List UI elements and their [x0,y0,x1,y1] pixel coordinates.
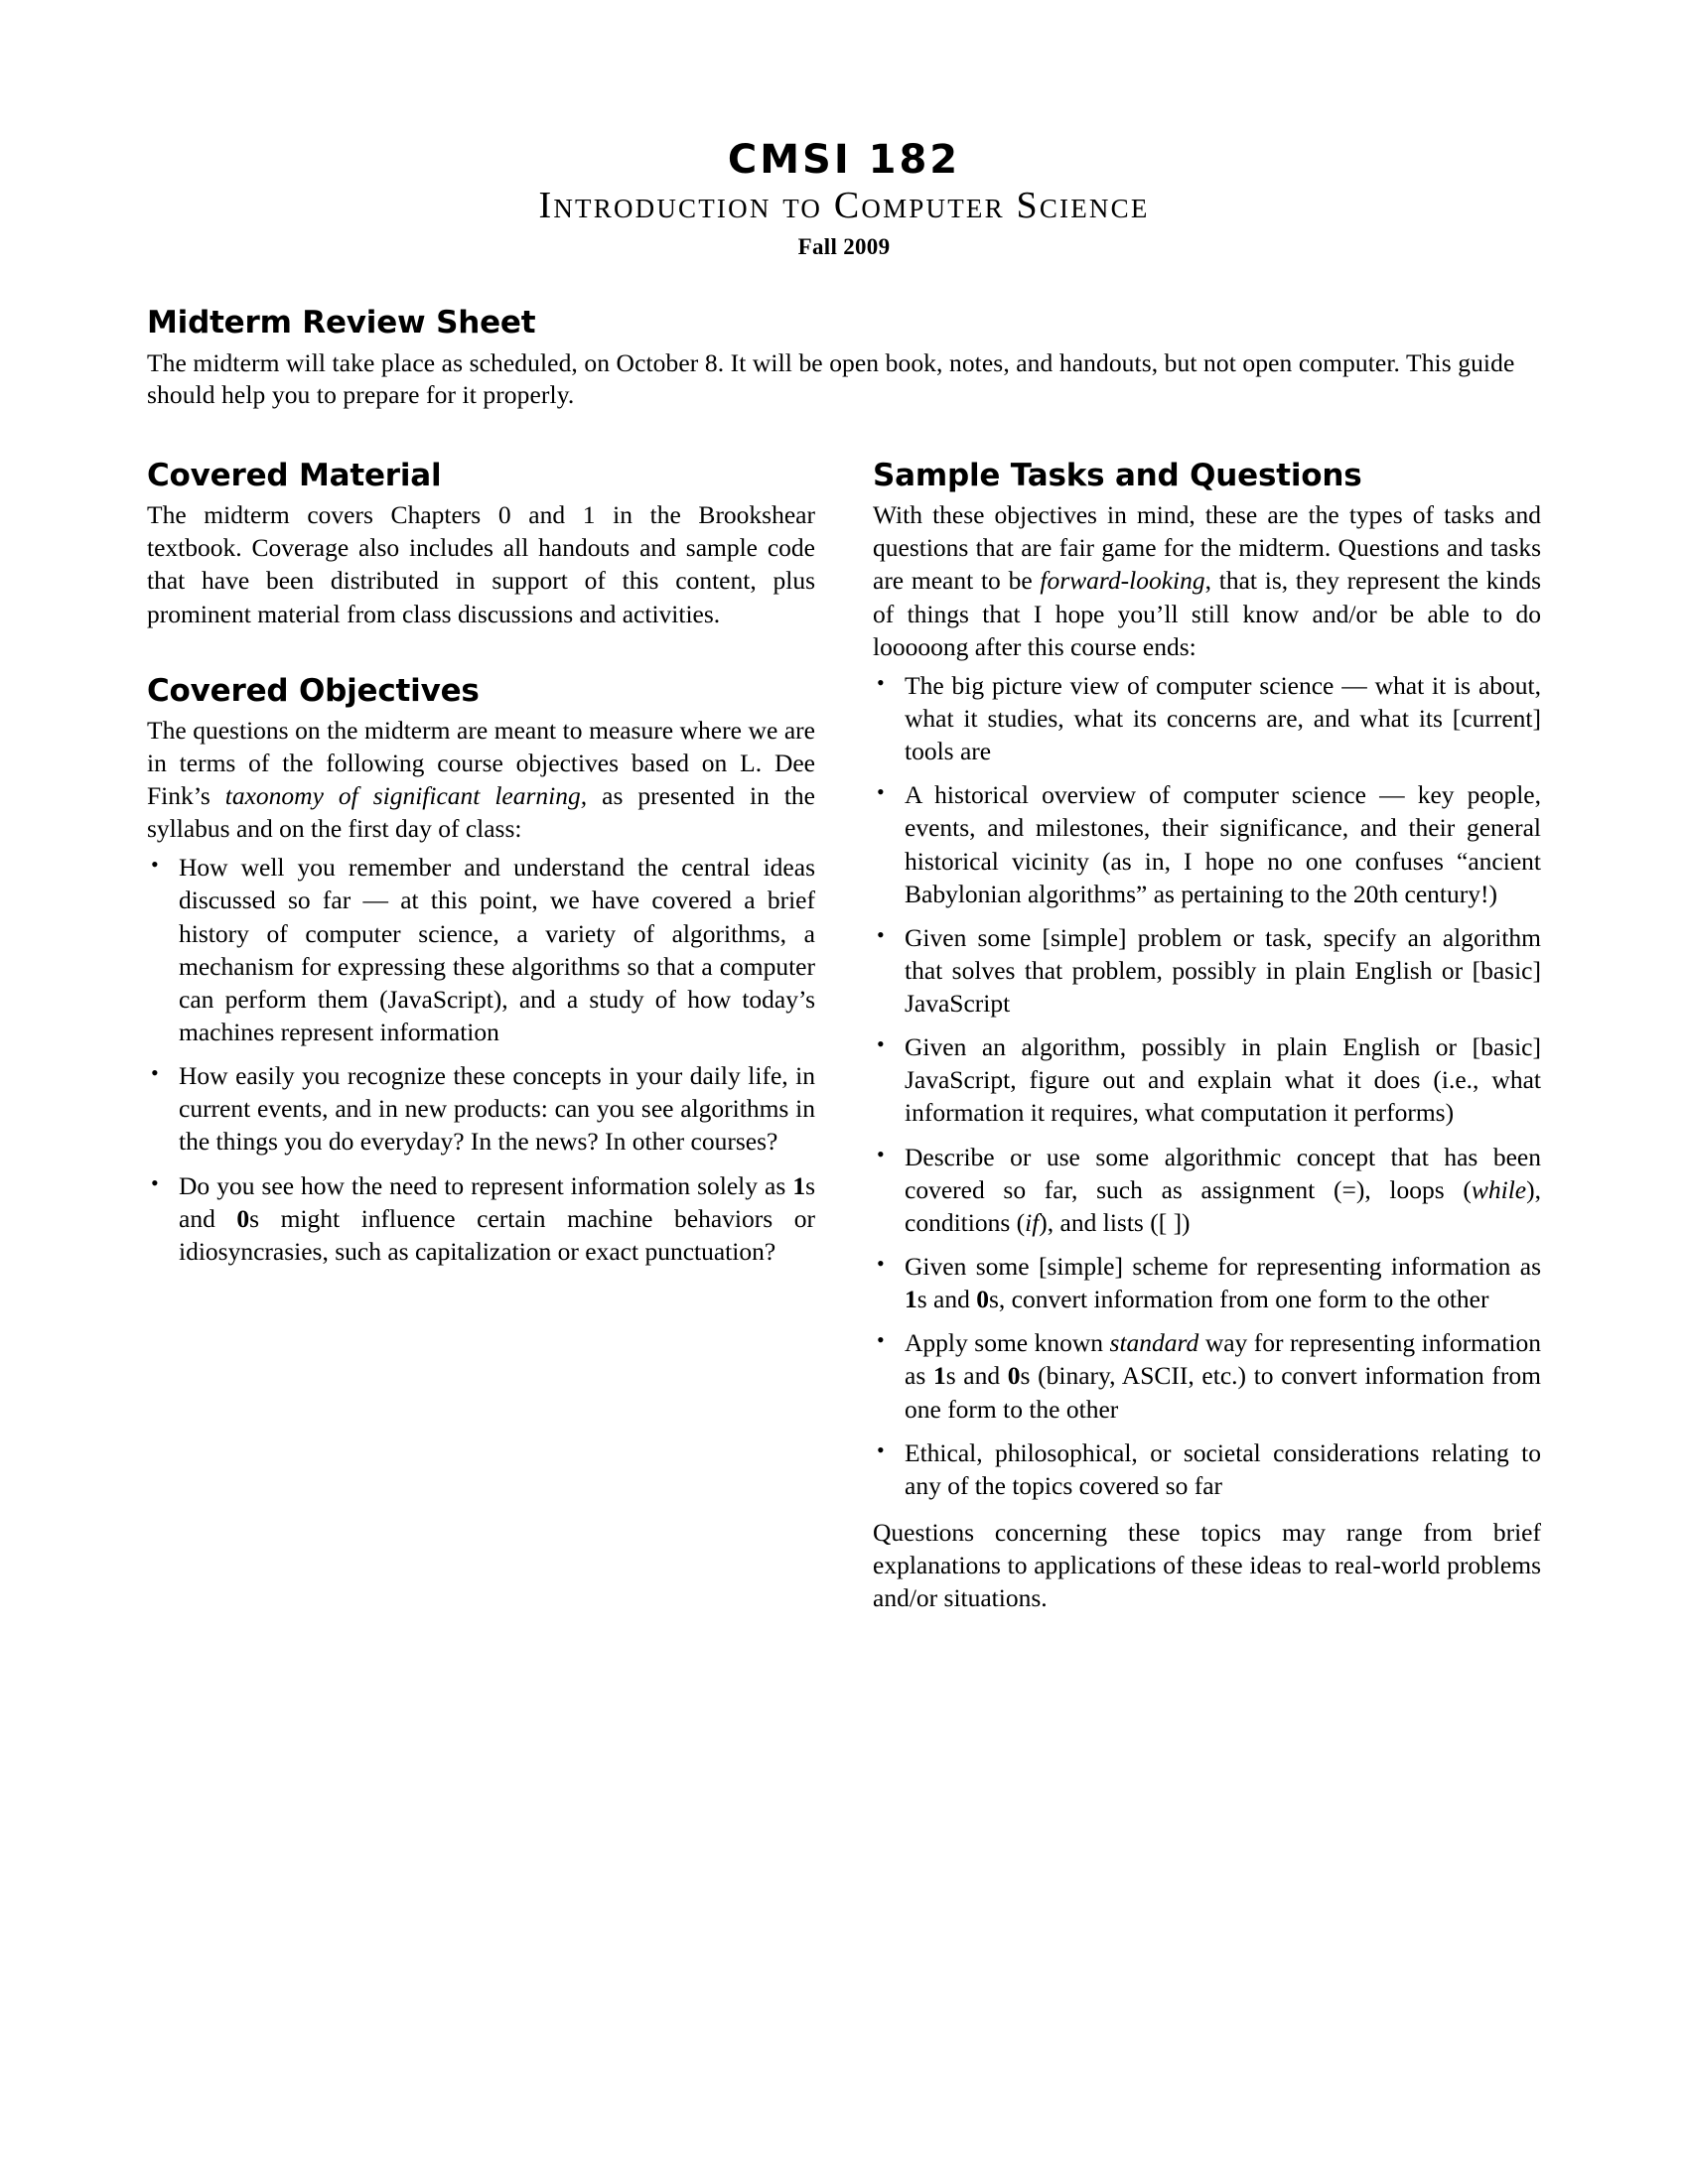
covered-objectives-lead [147,714,815,846]
course-code: CMSI 182 [727,137,961,183]
if-keyword-italic: if [1025,1207,1040,1237]
sample-lead-text-2: , that is, they represent the kinds of things that I hope you’ll still know and/or be able to do looooong after this course ends: [873,566,1541,661]
bullet-text-2: s and [916,1285,977,1314]
list-item [147,1169,815,1268]
course-term: Fall 2009 [797,233,891,259]
bullet-text-2: ), conditions ( [905,1174,1541,1237]
list-item: • Ethical, philosophical, or societal considerations relating to any of the topics covered so far [873,1436,1541,1502]
objectives-lead-text-2: as presented in the syllabus and on the first day of class: [147,781,815,844]
list-item: • The big picture view of computer science — what it is about, what it studies, what its concerns are, and what its [current] tools are [873,669,1541,767]
closing-paragraph: Questions concerning these topics may range from brief explanations to applications of these ideas to real-world problems and/or situations. [873,1518,1541,1613]
left-column [147,459,815,1268]
list-item: • How well you remember and understand the central ideas discussed so far — at this point, we have covered a brief history of computer science, a variety of algorithms, a mechanism for expressing these algorithms so that a computer can perform them (JavaScript), and a study of how today’s machines represent information [147,851,815,1048]
covered-material-paragraph: The midterm covers Chapters 0 and 1 in the Brookshear textbook. Coverage also includes all handouts and sample code that have been distributed in support of this content, plus prominent material from class discussions and activities. [147,500,815,628]
bold-zero: 0 [976,1285,989,1314]
bold-one: 1 [905,1285,917,1314]
right-column [873,459,1541,1614]
forward-looking-italic: forward-looking [1040,566,1205,596]
bullet-text-3: s, convert information from one form to the other [989,1285,1489,1314]
two-column-body [147,459,1541,1614]
bullet-text-1: Describe or use some algorithmic concept that has been covered so far, such as assignment (=), loops ( [905,1142,1541,1204]
page-title: Midterm Review Sheet [147,305,536,341]
bullet-text-4: s (binary, ASCII, etc.) to convert information from one form to the other [905,1361,1541,1424]
bullet-text-2: s and [179,1170,815,1233]
midterm-review-block [147,306,1541,411]
bold-zero: 0 [236,1203,250,1233]
list-item [873,1141,1541,1239]
bullet-text-3: s might influence certain machine behaviors or idiosyncrasies, such as capitalization or exact punctuation? [179,1203,815,1266]
masthead [147,139,1541,260]
list-item: • Given some [simple] problem or task, specify an algorithm that solves that problem, possibly in plain English or [basic] JavaScript [873,921,1541,1020]
standard-italic: standard [1109,1328,1199,1358]
sample-lead-text-1: With these objectives in mind, these are the types of tasks and questions that are fair game for the midterm. Questions and tasks are meant to be [873,500,1541,596]
bullet-text-2: way for representing information as [905,1328,1541,1391]
heading-sample-tasks-and-questions: Sample Tasks and Questions [873,458,1362,493]
bold-one: 1 [792,1170,806,1200]
objectives-lead-text-1: The questions on the midterm are meant to measure where we are in terms of the following course objectives based on L. Dee Fink’s [147,715,815,811]
bold-one: 1 [932,1361,946,1391]
bullet-text-3: s and [945,1361,1008,1391]
intro-paragraph: The midterm will take place as scheduled, on October 8. It will be open book, notes, and handouts, but not open computer. This guide should help you to prepare for it properly. [147,348,1515,410]
course-title: Introduction to Computer Science [538,185,1150,226]
heading-covered-material: Covered Material [147,458,442,493]
heading-covered-objectives: Covered Objectives [147,672,480,709]
bullet-text-3: ), and lists ([ ]) [1039,1207,1191,1237]
fink-taxonomy-italic: taxonomy of significant learning, [224,781,588,811]
sample-tasks-lead [873,498,1541,663]
list-item: • How easily you recognize these concepts in your daily life, in current events, and in new products: can you see algorithms in the things you do everyday? In the news? In other courses? [147,1059,815,1158]
covered-objectives-bullet-list [147,851,815,1268]
bold-zero: 0 [1007,1361,1021,1391]
bullet-text-1: Given some [simple] scheme for representing information as [905,1252,1541,1282]
bullet-text-1: Apply some known [905,1328,1110,1358]
list-item [873,1250,1541,1315]
list-item: • Given an algorithm, possibly in plain English or [basic] JavaScript, figure out and explain what it does (i.e., what information it requires, what computation it performs) [873,1030,1541,1129]
while-keyword-italic: while [1471,1174,1527,1204]
bullet-text-1: Do you see how the need to represent information solely as [179,1170,793,1200]
list-item [873,1326,1541,1425]
list-item: • A historical overview of computer science — key people, events, and milestones, their significance, and their general historical vicinity (as in, I hope no one confuses “ancient Babylonian algorithms” as pertaining to the 20th century!) [873,778,1541,910]
sample-tasks-bullet-list [873,669,1541,1502]
